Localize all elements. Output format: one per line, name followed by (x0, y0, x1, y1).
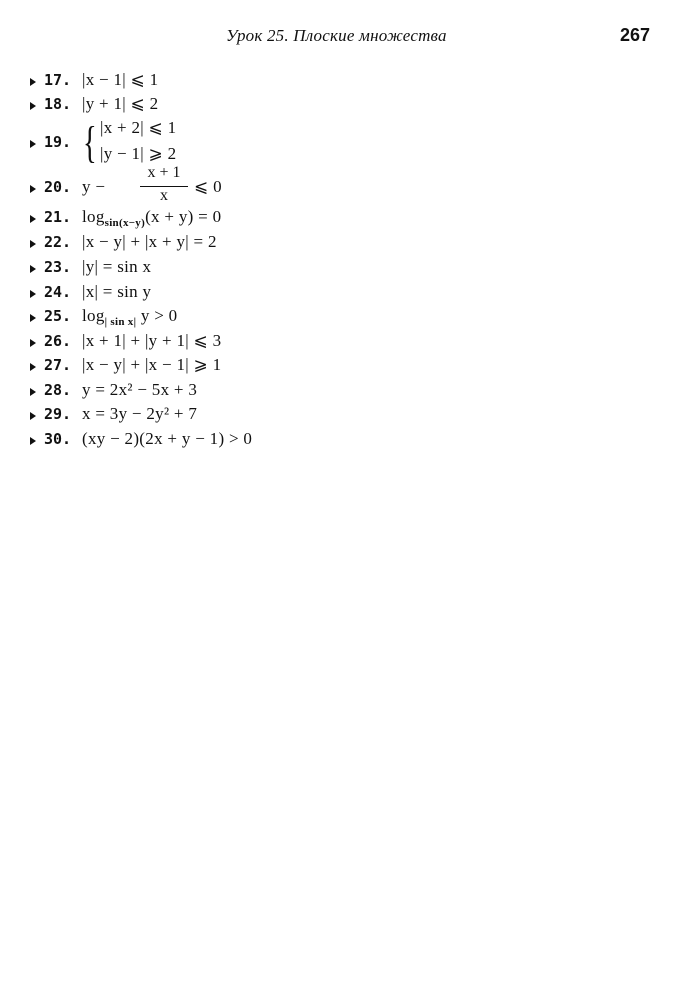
triangle-marker-icon (30, 78, 36, 86)
triangle-marker-icon (30, 290, 36, 298)
system-line-1: |x + 2| ⩽ 1 (100, 118, 177, 137)
problem-expression (82, 207, 221, 227)
problem-number: 30. (44, 430, 72, 448)
problem-number: 29. (44, 405, 72, 423)
problem-expression: |x − 1| ⩽ 1 (82, 70, 159, 89)
lesson-title: Урок 25. Плоские множества (226, 26, 447, 45)
problem-number: 28. (44, 381, 72, 399)
problem-number: 27. (44, 356, 72, 374)
problem-number: 18. (44, 95, 72, 113)
triangle-marker-icon (30, 339, 36, 347)
problem-expression: |x + 1| + |y + 1| ⩽ 3 (82, 331, 222, 350)
problem-number: 19. (44, 133, 72, 151)
problem-number: 17. (44, 71, 72, 89)
problem-expression: |y + 1| ⩽ 2 (82, 94, 159, 113)
left-brace-icon: { (83, 118, 97, 167)
triangle-marker-icon (30, 388, 36, 396)
log-argument: (x + y) = 0 (145, 207, 222, 226)
problem-expression: (xy − 2)(2x + y − 1) > 0 (82, 429, 253, 448)
system-line-2: |y − 1| ⩾ 2 (100, 144, 177, 163)
problem-expression: |y| = sin x (82, 257, 152, 276)
problem-number: 22. (44, 233, 72, 251)
log-base-subscript: | sin x| (104, 316, 137, 328)
triangle-marker-icon (30, 437, 36, 445)
expression-lead: y − (82, 177, 106, 196)
log-label: log (82, 306, 105, 325)
problem-number: 21. (44, 208, 72, 226)
problem-expression: |x| = sin y (82, 282, 152, 301)
triangle-marker-icon (30, 314, 36, 322)
fraction-denominator: x (160, 187, 168, 204)
triangle-marker-icon (30, 265, 36, 273)
triangle-marker-icon (30, 102, 36, 110)
problem-number: 20. (44, 178, 72, 196)
log-label: log (82, 207, 105, 226)
triangle-marker-icon (30, 363, 36, 371)
page-header (0, 26, 680, 48)
problem-expression (82, 306, 177, 326)
problem-number: 26. (44, 332, 72, 350)
log-argument: y > 0 (136, 306, 178, 325)
expression-tail: ⩽ 0 (194, 177, 222, 196)
fraction-numerator: x + 1 (147, 164, 181, 181)
triangle-marker-icon (30, 215, 36, 223)
triangle-marker-icon (30, 140, 36, 148)
triangle-marker-icon (30, 240, 36, 248)
problem-number: 25. (44, 307, 72, 325)
triangle-marker-icon (30, 412, 36, 420)
triangle-marker-icon (30, 185, 36, 193)
log-base-subscript: sin(x−y) (104, 217, 146, 229)
problem-expression: |x − y| + |x + y| = 2 (82, 232, 217, 251)
problem-expression: |x − y| + |x − 1| ⩾ 1 (82, 355, 222, 374)
problem-number: 24. (44, 283, 72, 301)
problem-expression: y = 2x² − 5x + 3 (82, 380, 198, 399)
problem-number: 23. (44, 258, 72, 276)
page-number: 267 (619, 25, 650, 45)
problem-expression: x = 3y − 2y² + 7 (82, 404, 198, 423)
